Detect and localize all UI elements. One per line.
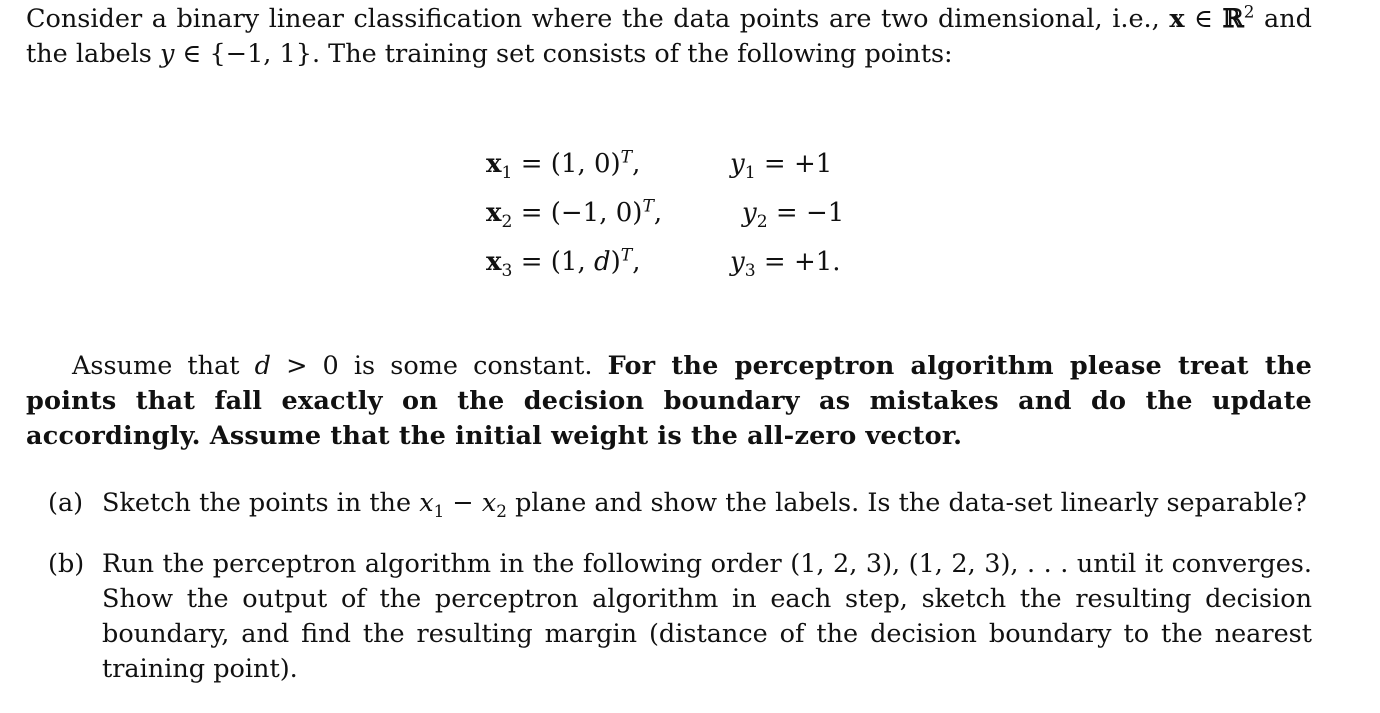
axis-x1: x (419, 488, 434, 518)
point-x1: $x_1 = (1$, 0)$^T$, (486, 147, 641, 184)
reals-exponent: 2 (1243, 1, 1255, 22)
intro-text-b: and the labels (26, 4, 1313, 69)
vector-x: x (1169, 4, 1185, 34)
question-b-order: (1, 2, 3), (1, 2, 3), . . . (790, 549, 1069, 579)
label-var-y: y (160, 39, 175, 69)
question-a-label: (a) (48, 488, 84, 518)
axis-x2: x (481, 488, 497, 518)
question-a-text-b: plane and show the labels. Is the data-set linearly separable? (506, 488, 1307, 518)
question-b (48, 547, 1312, 687)
label-y1: $y_1 = +1$ (730, 149, 833, 184)
label-y3: $y_3 = +1$. (730, 247, 841, 282)
question-a-text-a: Sketch the points in the (102, 488, 420, 518)
reals-symbol: ℝ (1222, 4, 1244, 34)
question-a: (a) Sketch the points in the $x_1 - x_2$ plane and show the labels. Is the data-set linearly separable? (48, 488, 1307, 522)
question-b-text-a: Run the perceptron algorithm in the following order (102, 549, 791, 579)
assume-text-a: Assume that (72, 351, 255, 381)
question-list (48, 486, 1312, 713)
intro-text-c: . The training set consists of the following points: (311, 39, 953, 69)
label-set: ∈ {−1, 1} (174, 39, 312, 69)
assume-bold-instruction: For the perceptron algorithm please treat the points that fall exactly on the decision boundary as mistakes and do the update accordingly. Assume that the initial weight is the all-zero vector. (26, 351, 1312, 451)
in-symbol: ∈ (1184, 4, 1223, 34)
intro-paragraph (26, 2, 1312, 72)
var-d: d (254, 351, 271, 381)
question-b-label: (b) (48, 549, 85, 579)
assume-condition: > 0 is some constant. (270, 351, 608, 381)
assumption-paragraph (26, 349, 1312, 454)
point-x2: $x_2 = (-1$, 0)$^T$, (486, 196, 663, 233)
label-y2: $y_2 = -1$ (742, 198, 845, 233)
point-x3: $x_3 = (1$, d)$^T$, (486, 245, 641, 282)
question-b-text-b: until it converges. Show the output of the perceptron algorithm in each step, sketch the resulting decision boundary, and find the resulting margin (distance of the decision boundary to the nearest training point). (102, 549, 1312, 684)
intro-text-a: Consider a binary linear classification where the data points are two dimensional, i.e., (26, 4, 1170, 34)
